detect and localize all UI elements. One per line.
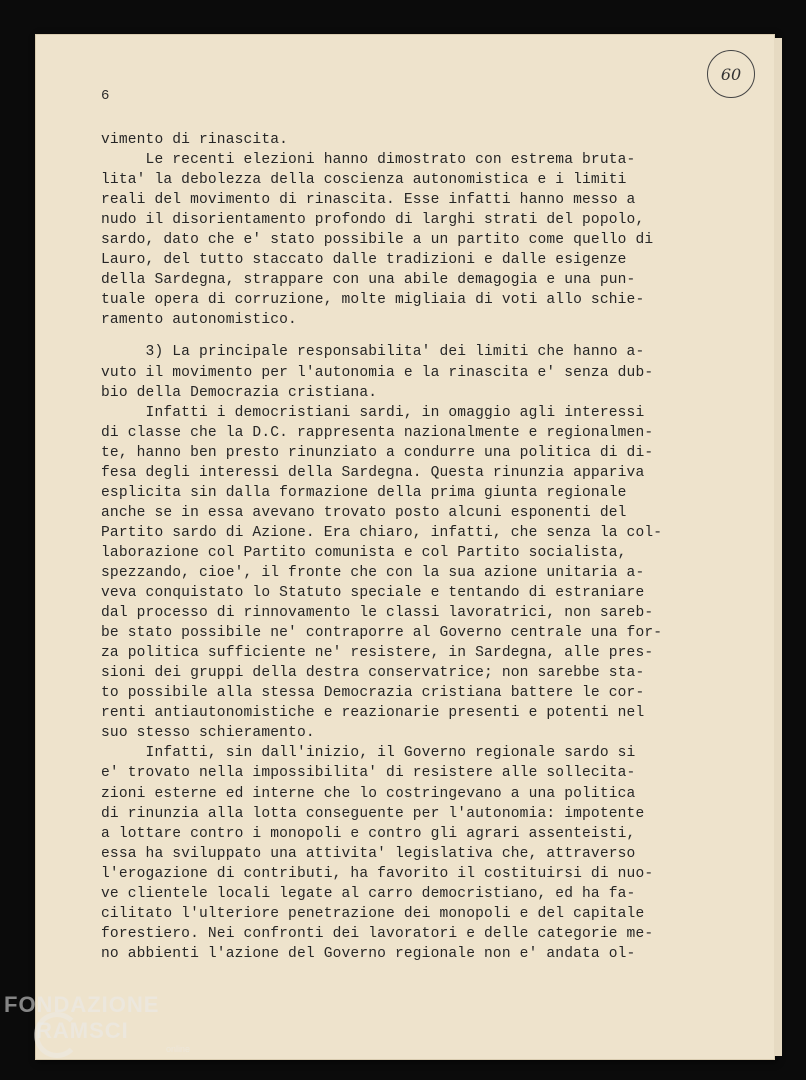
text-line: lita' la debolezza della coscienza autonomistica e i limiti (101, 172, 627, 189)
text-line: no abbienti l'azione del Governo regionale non e' andata ol- (101, 945, 636, 962)
text-line: sioni dei gruppi della destra conservatrice; non sarebbe sta- (101, 665, 645, 682)
text-line: te, hanno ben presto rinunziato a condurre una politica di di- (101, 444, 654, 461)
watermark-line-1: FONDAZIONE (4, 992, 160, 1017)
text-line: za politica sufficiente ne' resistere, in Sardegna, alle pres- (101, 645, 654, 662)
paragraph-2 (101, 342, 711, 963)
text-line: ramento autonomistico. (101, 312, 297, 329)
text-line: renti antiautonomistiche e reazionarie presenti e potenti nel (101, 705, 645, 722)
text-line: l'erogazione di contributi, ha favorito il costituirsi di nuo- (101, 865, 654, 882)
archive-number-stamp (707, 50, 755, 98)
text-line: della Sardegna, strappare con una abile demagogia e una pun- (101, 272, 636, 289)
text-line: e' trovato nella impossibilita' di resistere alle sollecita- (101, 765, 636, 782)
text-line: Lauro, del tutto staccato dalle tradizioni e dalle esigenze (101, 252, 627, 269)
text-line: di rinunzia alla lotta conseguente per l'autonomia: impotente (101, 805, 645, 822)
text-line: esplicita sin dalla formazione della prima giunta regionale (101, 484, 627, 501)
text-line: cilitato l'ulteriore penetrazione dei monopoli e del capitale (101, 905, 645, 922)
watermark-online: online (166, 1044, 191, 1054)
text-line: nudo il disorientamento profondo di larghi strati del popolo, (101, 212, 645, 229)
page-number: 6 (101, 88, 110, 104)
text-line: reali del movimento di rinascita. Esse infatti hanno messo a (101, 192, 636, 209)
fondazione-gramsci-watermark (4, 992, 191, 1054)
text-line: be stato possibile ne' contraporre al Governo centrale una for- (101, 625, 663, 642)
text-line: vuto il movimento per l'autonomia e la rinascita e' senza dub- (101, 364, 654, 381)
text-line: Infatti i democristiani sardi, in omaggio agli interessi (101, 404, 645, 421)
text-line: essa ha sviluppato una attivita' legislativa che, attraverso (101, 845, 636, 862)
paragraph-gap (101, 330, 711, 342)
text-line: tuale opera di corruzione, molte migliaia di voti allo schie- (101, 292, 645, 309)
text-line: zioni esterne ed interne che lo costringevano a una politica (101, 785, 636, 802)
document-page (35, 34, 775, 1060)
paragraph-1 (101, 130, 711, 330)
text-line: a lottare contro i monopoli e contro gli agrari assenteisti, (101, 825, 636, 842)
text-line: sardo, dato che e' stato possibile a un partito come quello di (101, 232, 654, 249)
watermark-line-2: RAMSCI (36, 1018, 129, 1043)
text-line: anche se in essa avevano trovato posto alcuni esponenti del (101, 504, 627, 521)
text-line: 3) La principale responsabilita' dei limiti che hanno a- (101, 344, 645, 361)
text-line: laborazione col Partito comunista e col Partito socialista, (101, 544, 627, 561)
text-line: fesa degli interessi della Sardegna. Questa rinunzia appariva (101, 464, 645, 481)
text-line: Partito sardo di Azione. Era chiaro, infatti, che senza la col- (101, 524, 663, 541)
text-line: ve clientele locali legate al carro democristiano, ed ha fa- (101, 885, 636, 902)
text-line: suo stesso schieramento. (101, 725, 315, 742)
text-line: spezzando, cioe', il fronte che con la sua azione unitaria a- (101, 564, 645, 581)
archive-number: 60 (720, 64, 742, 84)
text-line: to possibile alla stessa Democrazia cristiana battere le cor- (101, 685, 645, 702)
document-text (101, 130, 711, 964)
text-line: veva conquistato lo Statuto speciale e tentando di estraniare (101, 585, 645, 602)
watermark-g-logo-icon (34, 1012, 80, 1058)
text-line: dal processo di rinnovamento le classi lavoratrici, non sareb- (101, 605, 654, 622)
text-line: bio della Democrazia cristiana. (101, 384, 378, 401)
text-line: Infatti, sin dall'inizio, il Governo regionale sardo si (101, 745, 636, 762)
text-line: forestiero. Nei confronti dei lavoratori e delle categorie me- (101, 925, 654, 942)
text-line: di classe che la D.C. rappresenta nazionalmente e regionalmen- (101, 424, 654, 441)
text-line: vimento di rinascita. (101, 132, 289, 148)
text-line: Le recenti elezioni hanno dimostrato con estrema bruta- (101, 152, 636, 169)
